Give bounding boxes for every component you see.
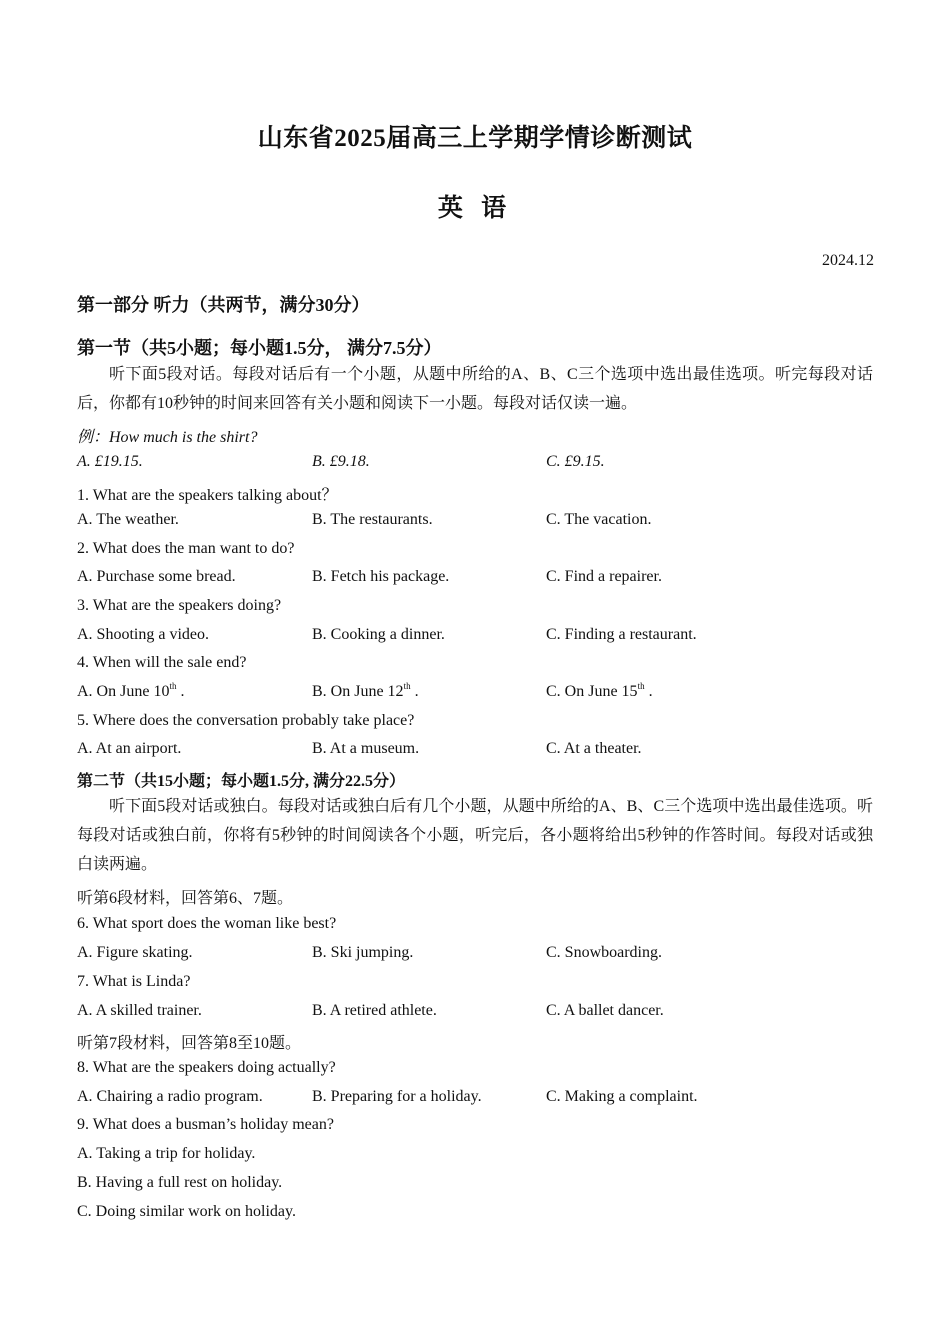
q4-option-a-end: . [176,683,185,700]
material-7-instruction: 听第7段材料，回答第8至10题。 [77,1035,302,1052]
material-6-instruction: 听第6段材料，回答第6、7题。 [77,890,294,907]
q7-option-b: B. A retired athlete. [312,1002,437,1019]
q8-option-b: B. Preparing for a holiday. [312,1088,482,1105]
section1-heading: 第一节（共5小题；每小题1.5分， 满分7.5分） [77,338,442,358]
q5-option-b: B. At a museum. [312,740,420,757]
q6-option-c: C. Snowboarding. [546,944,662,961]
q9-option-a: A. Taking a trip for holiday. [77,1145,256,1162]
q4-option-c-text: C. On June 15 [546,683,638,700]
question-5: 5. Where does the conversation probably take place? [77,712,415,729]
q4-option-a-sup: th [169,681,177,691]
example-option-a: A. £19.15. [77,453,143,470]
q1-option-a: A. The weather. [77,511,179,528]
question-4: 4. When will the sale end? [77,654,247,671]
q9-option-c: C. Doing similar work on holiday. [77,1203,296,1220]
part-heading: 第一部分 听力（共两节，满分30分） [77,295,370,315]
q4-option-a-text: A. On June 10 [77,683,170,700]
q4-option-b-sup: th [403,681,411,691]
q4-option-a [77,683,184,701]
question-3: 3. What are the speakers doing? [77,597,282,614]
q6-option-b: B. Ski jumping. [312,944,414,961]
question-6: 6. What sport does the woman like best? [77,915,337,932]
question-9: 9. What does a busman’s holiday mean? [77,1116,334,1133]
example-option-c: C. £9.15. [546,453,605,470]
q1-option-c: C. The vacation. [546,511,652,528]
section1-instructions: 听下面5段对话。每段对话后有一个小题，从题中所给的A、B、C三个选项中选出最佳选项。听完每段对话后，你都有10秒钟的时间来回答有关小题和阅读下一小题。每段对话仅读一遍。 [77,366,873,412]
exam-date: 2024.12 [822,252,874,269]
q3-option-c: C. Finding a restaurant. [546,626,697,643]
q3-option-a: A. Shooting a video. [77,626,209,643]
q2-option-c: C. Find a repairer. [546,568,662,585]
q2-option-a: A. Purchase some bread. [77,568,236,585]
q5-option-c: C. At a theater. [546,740,642,757]
q6-option-a: A. Figure skating. [77,944,193,961]
example-option-b: B. £9.18. [312,453,370,470]
q4-option-b-text: B. On June 12 [312,683,404,700]
question-1: 1. What are the speakers talking about？ [77,487,338,504]
section2-instructions: 听下面5段对话或独白。每段对话或独白后有几个小题，从题中所给的A、B、C三个选项中选出最佳选项。听每段对话或独白前，你将有5秒钟的时间阅读各个小题，听完后，各小题将给出5秒钟的作答时间。每段对话或独白读两遍。 [77,798,873,873]
question-7: 7. What is Linda? [77,973,191,990]
q8-option-c: C. Making a complaint. [546,1088,698,1105]
q4-option-b [312,683,419,701]
example-question: 例：How much is the shirt? [77,429,258,446]
q5-option-a: A. At an airport. [77,740,182,757]
subject-title: 英 语 [437,195,513,222]
q3-option-b: B. Cooking a dinner. [312,626,445,643]
question-8: 8. What are the speakers doing actually? [77,1059,336,1076]
q9-option-b: B. Having a full rest on holiday. [77,1174,283,1191]
q4-option-c-end: . [644,683,653,700]
q4-option-c-sup: th [637,681,645,691]
q2-option-b: B. Fetch his package. [312,568,450,585]
q7-option-c: C. A ballet dancer. [546,1002,664,1019]
q1-option-b: B. The restaurants. [312,511,433,528]
q4-option-c [546,683,653,701]
q7-option-a: A. A skilled trainer. [77,1002,202,1019]
section2-heading: 第二节（共15小题；每小题1.5分, 满分22.5分） [77,773,406,790]
q8-option-a: A. Chairing a radio program. [77,1088,263,1105]
exam-title: 山东省2025届高三上学期学情诊断测试 [257,125,693,152]
question-2: 2. What does the man want to do? [77,540,295,557]
q4-option-b-end: . [410,683,419,700]
